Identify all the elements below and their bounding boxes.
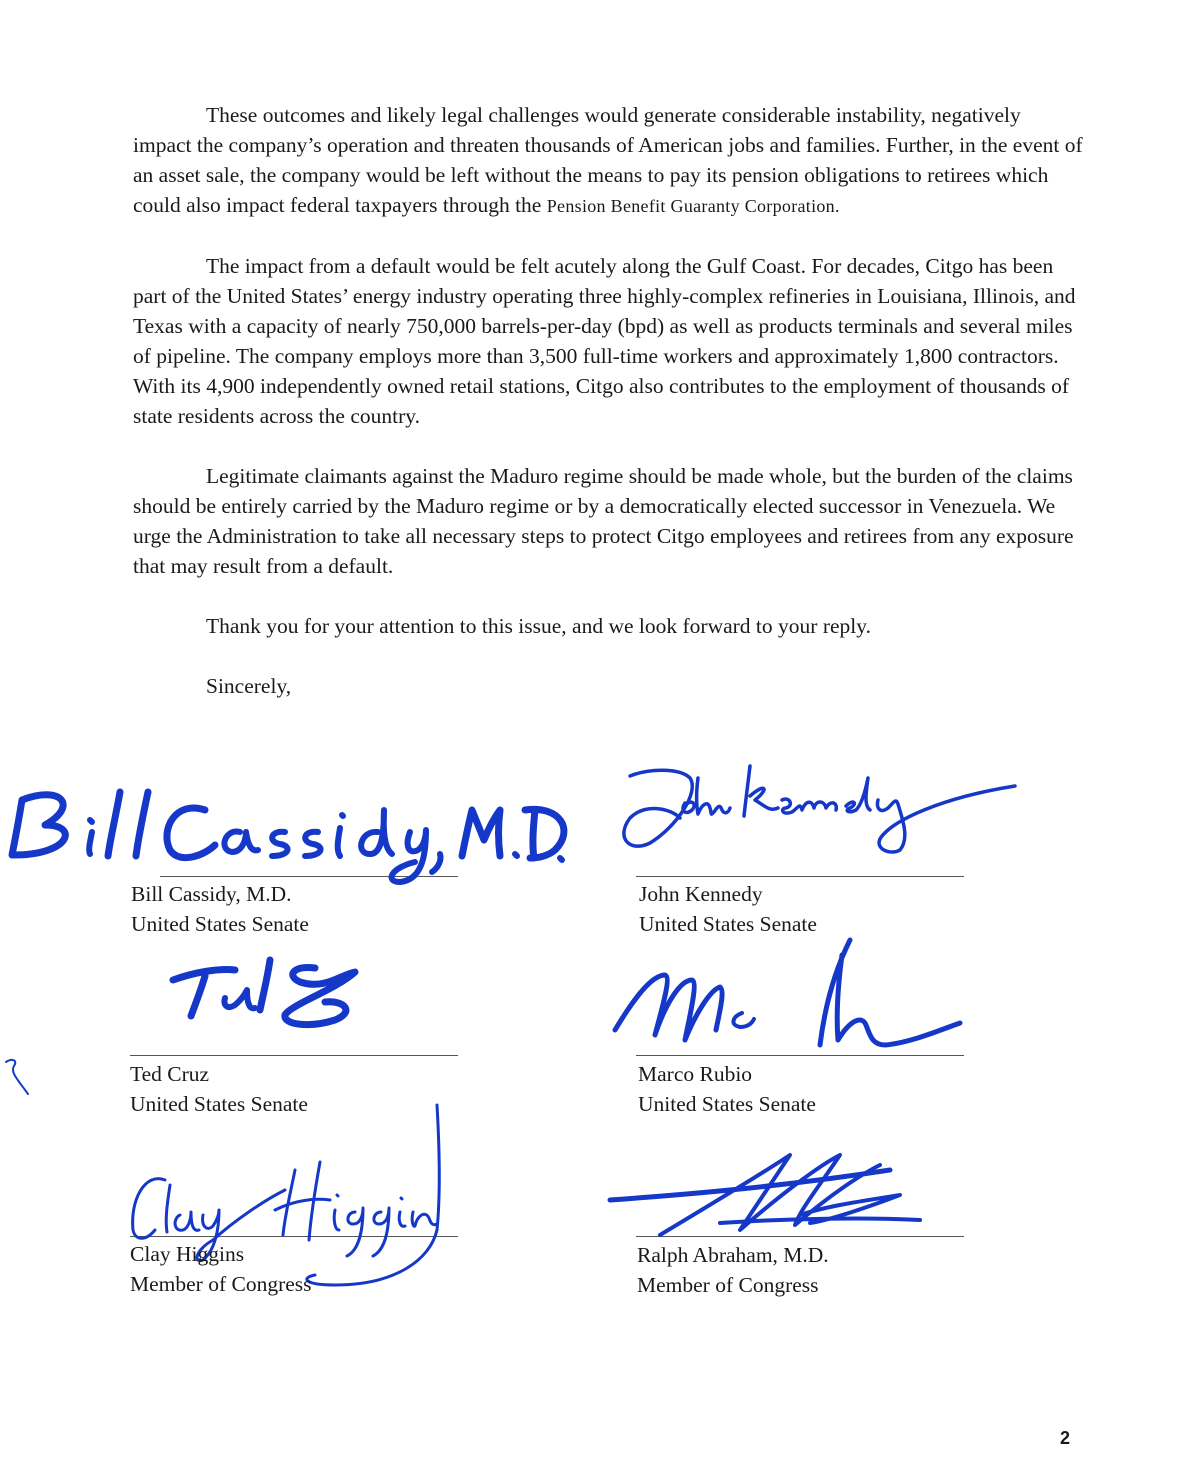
paragraph-3: Legitimate claimants against the Maduro regime should be made whole, but the burden of the claims should be entirely carried by the Maduro regime or by a democratically elected successor in Venezuela. We urge the Administration to take all necessary steps to protect Citgo employees and retirees from any exposure that may result from a default.	[133, 464, 1074, 578]
signer-cruz	[130, 1059, 308, 1119]
paragraph-1-tail: Pension Benefit Guaranty Corporation.	[546, 196, 840, 216]
abraham-signature	[600, 1135, 940, 1245]
paragraph-1: These outcomes and likely legal challenges would generate considerable instability, negatively impact the company’s operation and threaten thousands of American jobs and families. Further, in the event of an asset sale, the company would be left without the means to pay its pension obligations to retirees which could also impact federal taxpayers through the Pension Benefit Guaranty Corporation.	[133, 103, 1083, 217]
signer-cassidy	[131, 879, 309, 939]
page-number: 2	[1059, 1428, 1070, 1448]
signer-rubio	[638, 1059, 816, 1119]
signer-higgins	[130, 1239, 312, 1299]
cruz-signature	[165, 950, 385, 1040]
signer-title: United States Senate	[130, 1092, 308, 1116]
thanks-line: Thank you for your attention to this issue, and we look forward to your reply.	[206, 614, 871, 638]
paragraph-2: The impact from a default would be felt acutely along the Gulf Coast. For decades, Citgo has been part of the United States’ energy industry operating three highly-complex refineries in Louisiana, Illinois, and Texas with a capacity of nearly 750,000 barrels-per-day (bpd) as well as products terminals and several miles of pipeline. The company employs more than 3,500 full-time workers and approximately 1,800 contractors. With its 4,900 independently owned retail stations, Citgo also contributes to the employment of thousands of state residents across the country.	[133, 254, 1076, 428]
signer-title: United States Senate	[639, 912, 817, 936]
signer-name: Clay Higgins	[130, 1242, 245, 1266]
signer-abraham	[637, 1240, 829, 1300]
cassidy-signature	[0, 770, 590, 890]
signature-line-cruz	[130, 1055, 458, 1056]
letter-body	[133, 100, 1083, 731]
signer-name: Ralph Abraham, M.D.	[637, 1243, 829, 1267]
signer-name: John Kennedy	[639, 882, 763, 906]
signer-title: United States Senate	[131, 912, 309, 936]
pen-mark	[0, 1050, 40, 1100]
closing-line: Sincerely,	[206, 674, 292, 698]
signer-title: Member of Congress	[130, 1272, 312, 1296]
signer-name: Marco Rubio	[638, 1062, 753, 1086]
rubio-signature	[610, 935, 970, 1055]
signature-line-kennedy	[636, 876, 964, 877]
signer-title: Member of Congress	[637, 1273, 819, 1297]
kennedy-signature	[610, 748, 1030, 868]
signer-title: United States Senate	[638, 1092, 816, 1116]
signer-name: Ted Cruz	[130, 1062, 210, 1086]
signature-line-rubio	[636, 1055, 964, 1056]
signer-name: Bill Cassidy, M.D.	[131, 882, 292, 906]
signer-kennedy	[639, 879, 817, 939]
